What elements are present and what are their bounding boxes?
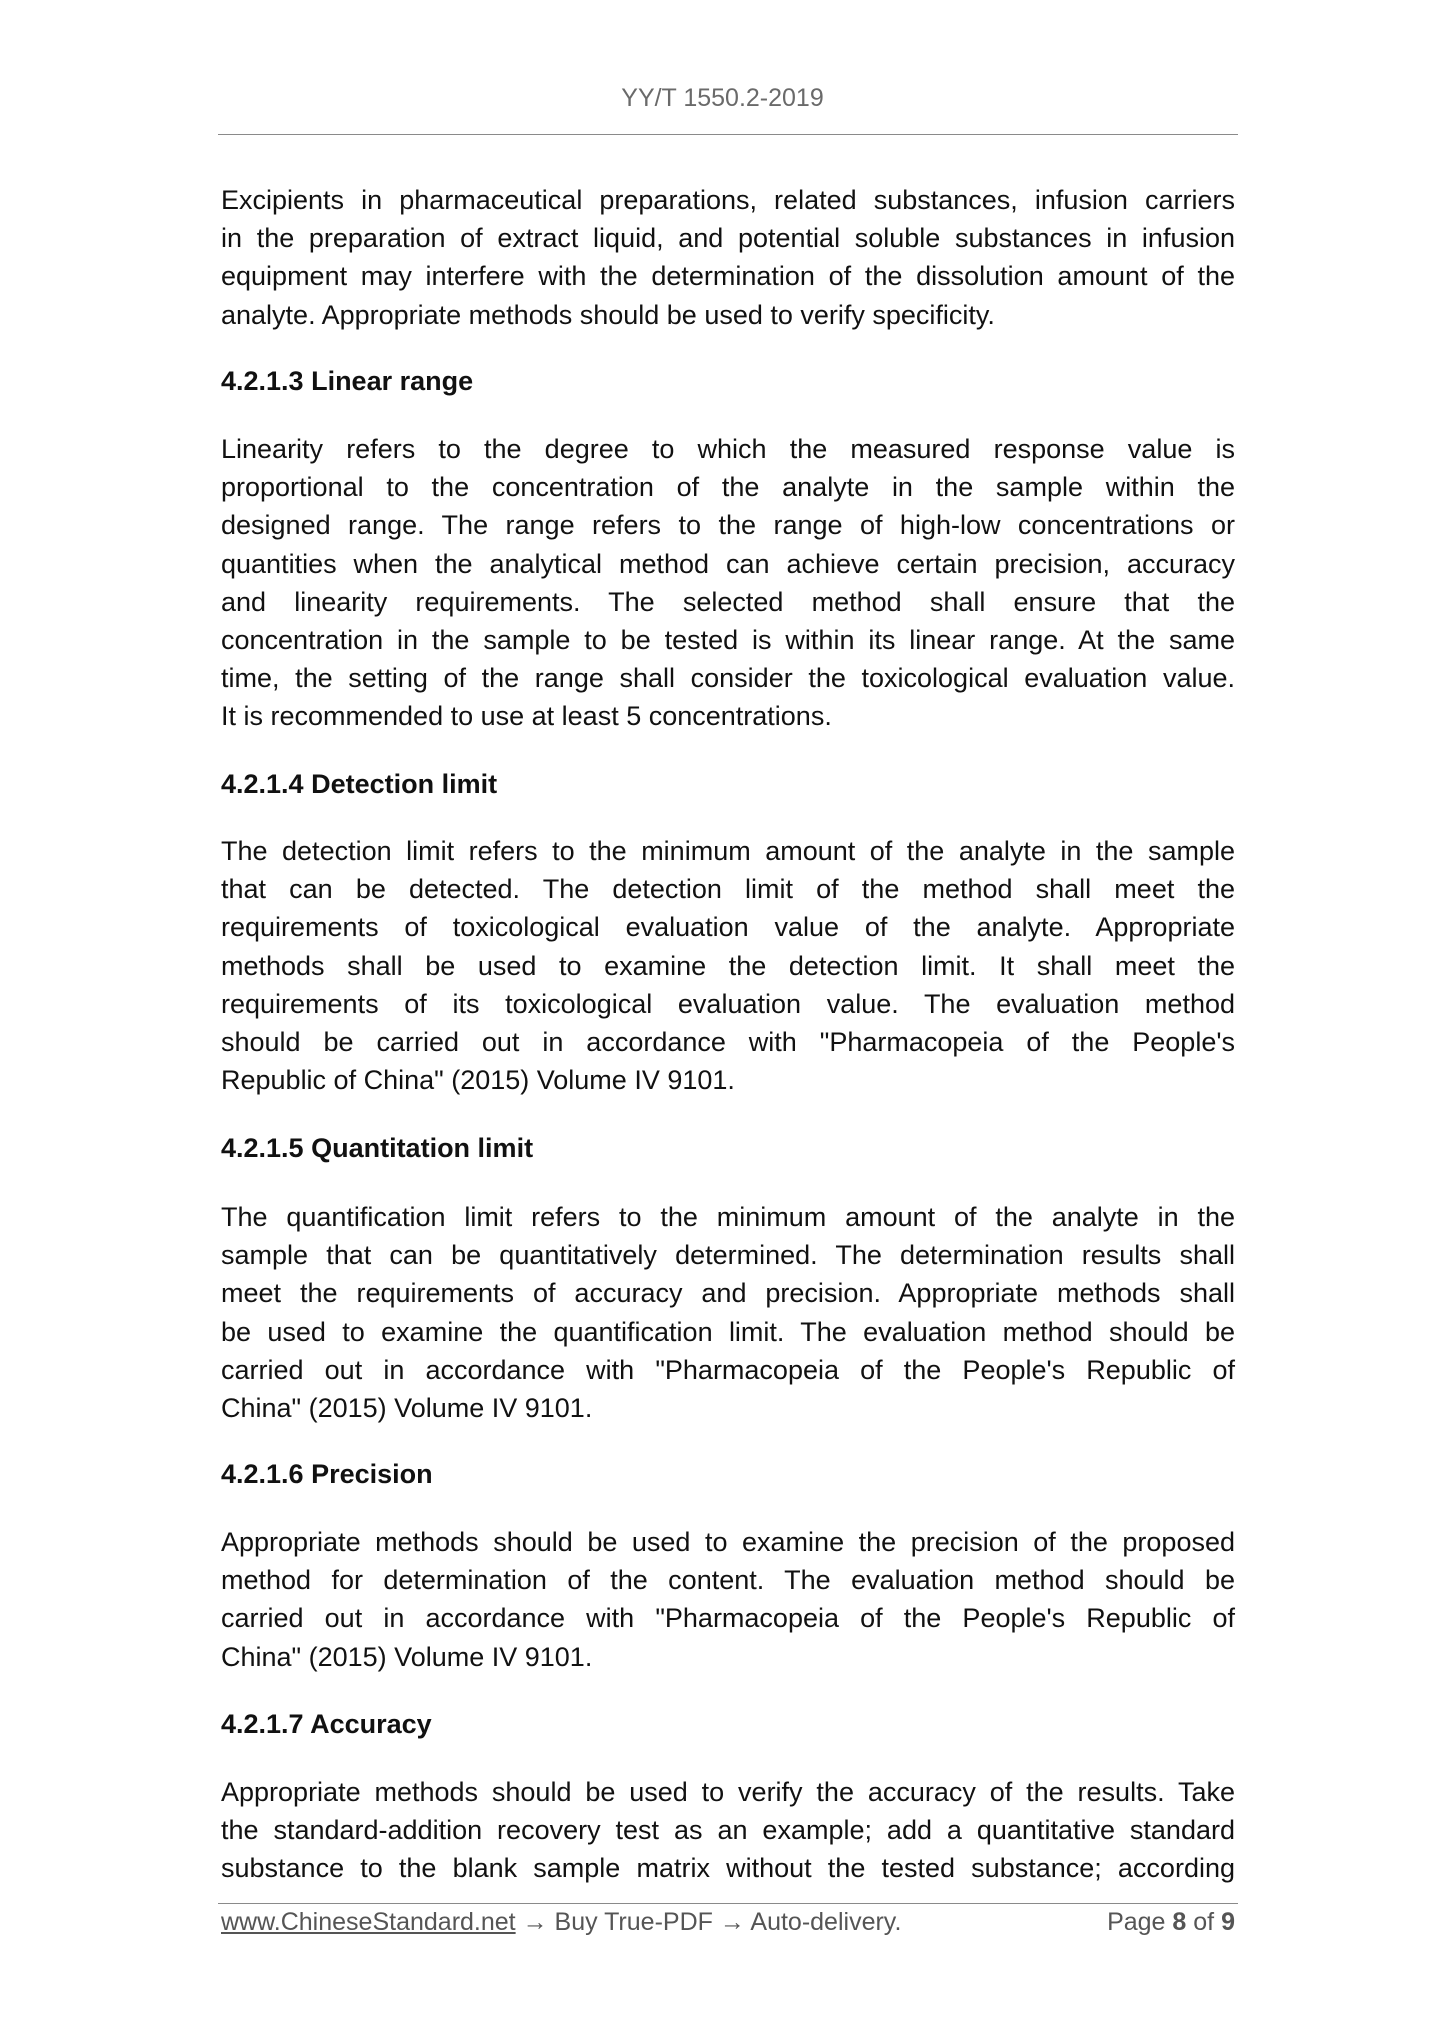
footer-promo-text: → Buy True-PDF → Auto-delivery. bbox=[515, 1908, 902, 1936]
paragraph-line: method for determination of the content. The evaluation method should be bbox=[221, 1565, 1235, 1596]
paragraph bbox=[221, 181, 1235, 334]
header-divider bbox=[218, 134, 1238, 135]
paragraph-line: The quantification limit refers to the minimum amount of the analyte in the bbox=[221, 1202, 1235, 1232]
paragraph-line: equipment may interfere with the determination of the dissolution amount of the bbox=[221, 261, 1235, 292]
paragraph bbox=[221, 1523, 1235, 1676]
paragraph-line: Appropriate methods should be used to examine the precision of the proposed bbox=[221, 1527, 1235, 1557]
paragraph-line: Excipients in pharmaceutical preparations, related substances, infusion carriers bbox=[221, 185, 1235, 215]
total-pages: 9 bbox=[1221, 1908, 1235, 1936]
paragraph-line: analyte. Appropriate methods should be used to verify specificity. bbox=[221, 299, 995, 330]
paragraph-line: sample that can be quantitatively determined. The determination results shall bbox=[221, 1240, 1235, 1271]
paragraph-line: Linearity refers to the degree to which the measured response value is bbox=[221, 434, 1235, 464]
paragraph-line: methods shall be used to examine the detection limit. It shall meet the bbox=[221, 950, 1235, 981]
paragraph-line: in the preparation of extract liquid, and potential soluble substances in infusion bbox=[221, 223, 1235, 254]
paragraph-line: time, the setting of the range shall consider the toxicological evaluation value. bbox=[221, 663, 1235, 694]
paragraph-line: proportional to the concentration of the analyte in the sample within the bbox=[221, 472, 1235, 503]
page-number bbox=[1107, 1908, 1235, 1937]
paragraph bbox=[221, 1198, 1235, 1427]
section-heading: 4.2.1.5 Quantitation limit bbox=[221, 1133, 534, 1163]
current-page: 8 bbox=[1172, 1908, 1187, 1936]
paragraph-line: be used to examine the quantification limit. The evaluation method should be bbox=[221, 1316, 1235, 1347]
paragraph-line: carried out in accordance with "Pharmacopeia of the People's Republic of bbox=[221, 1603, 1235, 1634]
paragraph-line: The detection limit refers to the minimum amount of the analyte in the sample bbox=[221, 836, 1235, 866]
of-label: of bbox=[1193, 1908, 1215, 1936]
website-link[interactable]: www.ChineseStandard.net bbox=[221, 1908, 516, 1936]
paragraph-line: concentration in the sample to be tested is within its linear range. At the same bbox=[221, 624, 1235, 655]
page-label: Page bbox=[1107, 1908, 1166, 1936]
paragraph-line: Appropriate methods should be used to verify the accuracy of the results. Take bbox=[221, 1777, 1235, 1807]
paragraph-line: that can be detected. The detection limit of the method shall meet the bbox=[221, 874, 1235, 905]
section-heading: 4.2.1.7 Accuracy bbox=[221, 1709, 432, 1739]
paragraph-line: meet the requirements of accuracy and precision. Appropriate methods shall bbox=[221, 1278, 1235, 1309]
paragraph-line: substance to the blank sample matrix without the tested substance; according bbox=[221, 1853, 1235, 1884]
page-footer bbox=[221, 1908, 1235, 1937]
footer-divider bbox=[218, 1903, 1238, 1904]
paragraph-line: designed range. The range refers to the range of high-low concentrations or bbox=[221, 510, 1235, 541]
paragraph-line: carried out in accordance with "Pharmacopeia of the People's Republic of bbox=[221, 1354, 1235, 1385]
section-heading: 4.2.1.3 Linear range bbox=[221, 366, 474, 396]
section-heading: 4.2.1.6 Precision bbox=[221, 1459, 433, 1489]
paragraph-line: the standard-addition recovery test as an example; add a quantitative standard bbox=[221, 1815, 1235, 1846]
section-heading: 4.2.1.4 Detection limit bbox=[221, 769, 498, 799]
paragraph-line: quantities when the analytical method can achieve certain precision, accuracy bbox=[221, 548, 1235, 579]
document-header-title: YY/T 1550.2-2019 bbox=[621, 84, 824, 112]
paragraph-line: should be carried out in accordance with "Pharmacopeia of the People's bbox=[221, 1026, 1235, 1057]
paragraph-line: requirements of toxicological evaluation value of the analyte. Appropriate bbox=[221, 912, 1235, 943]
paragraph bbox=[221, 1773, 1235, 1888]
paragraph bbox=[221, 430, 1235, 736]
paragraph-line: and linearity requirements. The selected method shall ensure that the bbox=[221, 586, 1235, 617]
footer-left bbox=[221, 1908, 901, 1937]
paragraph-line: It is recommended to use at least 5 concentrations. bbox=[221, 701, 832, 732]
paragraph bbox=[221, 832, 1235, 1099]
paragraph-line: China" (2015) Volume IV 9101. bbox=[221, 1641, 593, 1672]
paragraph-line: requirements of its toxicological evaluation value. The evaluation method bbox=[221, 988, 1235, 1019]
paragraph-line: China" (2015) Volume IV 9101. bbox=[221, 1392, 593, 1423]
paragraph-line: Republic of China" (2015) Volume IV 9101. bbox=[221, 1065, 735, 1096]
